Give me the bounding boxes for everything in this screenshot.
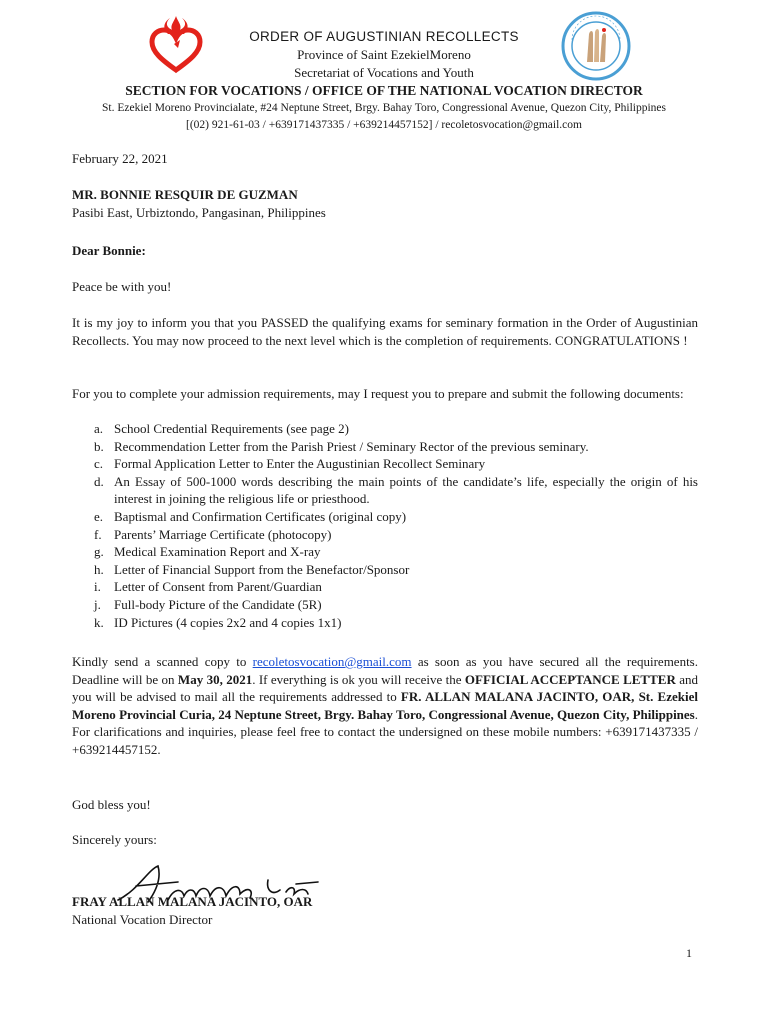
requirement-item <box>72 473 698 508</box>
requirement-text: Letter of Consent from Parent/Guardian <box>114 579 322 595</box>
requirement-item <box>72 526 698 544</box>
recipient-address: Pasibi East, Urbiztondo, Pangasinan, Philippines <box>72 205 326 220</box>
requirement-marker: b. <box>94 438 104 454</box>
requirement-marker: f. <box>94 526 102 542</box>
office-address: St. Ezekiel Moreno Provincialate, #24 Neptune Street, Brgy. Bahay Toro, Congressional Avenue, Quezon City, Philippines <box>102 102 666 114</box>
signer-name: FRAY ALLAN MALANA JACINTO, OAR <box>72 894 313 909</box>
instructions-text: . For clarifications and inquiries, please feel free to contact the undersigned on these mobile numbers: +639171437335 / +639214457152. <box>72 706 698 757</box>
requirement-marker: k. <box>94 614 104 630</box>
requirement-marker: c. <box>94 456 104 472</box>
recipient-name: MR. BONNIE RESQUIR DE GUZMAN <box>72 187 298 202</box>
instructions-text: and you will be advised to mail all the requirements addressed to <box>72 671 698 705</box>
requirement-item <box>72 561 698 579</box>
letter-date: February 22, 2021 <box>72 151 168 166</box>
requirement-item <box>72 420 698 438</box>
requirement-item <box>72 596 698 614</box>
requirement-marker: h. <box>94 561 104 577</box>
requirement-marker: a. <box>94 421 104 436</box>
paragraph-result: It is my joy to inform you that you PASSED the qualifying exams for seminary formation in the Order of Augustinian Recollects. You may now proceed to the next level which is the completion of requirements. CONGRATULATIONS ! <box>72 315 698 348</box>
requirement-marker: j. <box>94 596 101 612</box>
requirement-text: Medical Examination Report and X-ray <box>114 544 321 560</box>
acceptance-letter-label: OFFICIAL ACCEPTANCE LETTER <box>464 671 676 687</box>
requirement-text: An Essay of 500-1000 words describing the main points of the candidate’s life, especially the origin of his interest in joining the religious life or priesthood. <box>114 473 698 507</box>
requirement-item <box>72 455 698 473</box>
salutation: Dear Bonnie: <box>72 243 146 258</box>
requirement-text: Formal Application Letter to Enter the Augustinian Recollect Seminary <box>114 456 486 472</box>
office-contact: [(02) 921-61-03 / +639171437335 / +639214457152] / recoletosvocation@gmail.com <box>186 119 582 131</box>
closing: Sincerely yours: <box>72 832 157 847</box>
letterhead <box>60 26 708 134</box>
secretariat-name: Secretariat of Vocations and Youth <box>294 65 474 80</box>
requirement-marker: e. <box>94 508 104 524</box>
instructions-text: Kindly send a scanned copy to <box>72 654 253 669</box>
requirement-text: Letter of Financial Support from the Benefactor/Sponsor <box>114 561 410 577</box>
section-title: SECTION FOR VOCATIONS / OFFICE OF THE NATIONAL VOCATION DIRECTOR <box>125 83 643 98</box>
page-number: 1 <box>686 946 692 960</box>
email-link[interactable]: recoletosvocation@gmail.com <box>252 654 412 669</box>
mailing-address: FR. ALLAN MALANA JACINTO, OAR, St. Ezekiel Moreno Provincial Curia, 24 Neptune Street, Brgy. Bahay Toro, Congressional Avenue, Quezon City, Philippines <box>72 689 698 722</box>
requirement-text: Parents’ Marriage Certificate (photocopy) <box>114 526 332 542</box>
requirement-item <box>72 543 698 561</box>
requirement-text: School Credential Requirements (see page 2) <box>114 421 350 436</box>
requirement-text: ID Pictures (4 copies 2x2 and 4 copies 1x1) <box>114 614 342 630</box>
requirement-text: Full-body Picture of the Candidate (5R) <box>114 596 322 612</box>
paragraph-request: For you to complete your admission requirements, may I request you to prepare and submit the following documents: <box>72 386 684 401</box>
province-name: Province of Saint EzekielMoreno <box>297 47 471 62</box>
requirement-text: Recommendation Letter from the Parish Priest / Seminary Rector of the previous seminary. <box>114 438 589 454</box>
greeting: Peace be with you! <box>72 279 172 294</box>
signer-title: National Vocation Director <box>72 912 213 927</box>
paragraph-instructions <box>72 653 698 759</box>
blessing: God bless you! <box>72 797 151 812</box>
requirement-marker: i. <box>94 579 101 595</box>
instructions-text: . If everything is ok you will receive the <box>252 671 465 687</box>
instructions-text: as soon as you have secured all the requirements. Deadline will be on <box>72 654 698 687</box>
requirement-item <box>72 578 698 596</box>
requirement-item <box>72 508 698 526</box>
requirement-text: Baptismal and Confirmation Certificates (original copy) <box>114 508 407 524</box>
requirement-item <box>72 614 698 632</box>
requirements-list <box>72 420 698 631</box>
deadline-date: May 30, 2021 <box>177 671 253 687</box>
requirement-marker: d. <box>94 473 104 489</box>
requirement-item <box>72 438 698 456</box>
org-name: ORDER OF AUGUSTINIAN RECOLLECTS <box>249 29 519 44</box>
requirement-marker: g. <box>94 544 104 560</box>
